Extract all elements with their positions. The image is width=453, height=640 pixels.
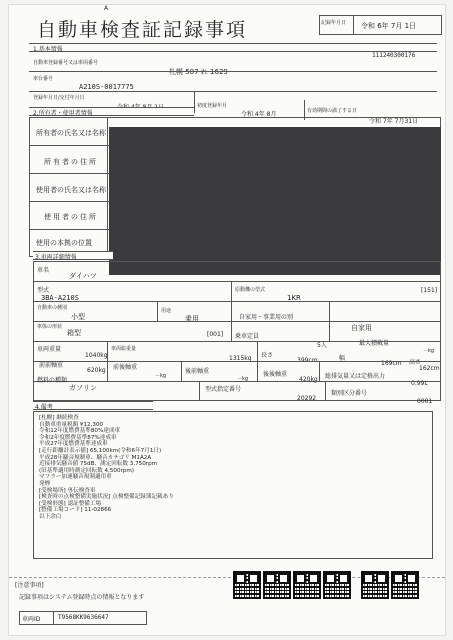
weight: 1040kg [85, 352, 108, 359]
engine: 1KR [287, 294, 301, 302]
use: 乗用 [185, 315, 199, 323]
displacement: 0.99L [411, 380, 428, 387]
fr: －kg [155, 373, 167, 379]
category-label: 類別区分番号 [331, 390, 368, 397]
max-load-label: 最大積載量 [359, 340, 390, 347]
model-label: 型式 [37, 287, 50, 294]
body-label: 車体の形状 [37, 324, 63, 330]
record-date: 令和 6年 7月 1日 [361, 22, 417, 30]
remark-line: [受検形態] 認証整備工場 [39, 500, 102, 507]
model: 3BA-A210S [41, 294, 79, 302]
remark-line: [受検場所] 専伝検査車 [39, 487, 96, 494]
engine-code: [151] [421, 287, 438, 294]
remark-line: [検査時の点検整備実施状況] 点検整備記録簿記載あり [39, 494, 174, 501]
width-label: 幅 [339, 355, 346, 362]
rf-label: 後前軸重 [185, 368, 210, 375]
length: 399cm [297, 357, 318, 364]
remark-line: 以下余白 [39, 513, 62, 520]
remark-line: [走行距離計表示値] 65,100km(令和6年7月1日) [39, 447, 162, 454]
remark-line: [札幌] 継続検査 [39, 415, 79, 421]
capacity-label: 乗車定員 [235, 333, 260, 340]
first-year: 令和 4年 8月 [241, 111, 277, 118]
remark-line: 令和2年度燃費基準87%達成車 [39, 434, 117, 441]
reg-number-label: 自動車登録番号又は車両番号 [33, 60, 99, 66]
inspection-record-sheet [8, 4, 446, 636]
vin-label: 車台番号 [33, 76, 54, 82]
qr-code-1 [233, 571, 261, 599]
section3-title: 3.車両詳細情報 [35, 254, 77, 261]
section2-title: 2.所有者・使用者情報 [33, 110, 93, 117]
use-label: 用途 [161, 308, 172, 314]
displacement-label: 総排気量又は定格出力 [325, 373, 386, 380]
rr-label: 後後軸重 [263, 371, 288, 378]
body: 箱型 [67, 329, 81, 337]
user-address-label: 使用者の住所 [44, 213, 98, 221]
length-label: 長さ [261, 352, 274, 359]
maker: ダイハツ [69, 272, 97, 280]
remark-line: マフラー加速騒音規制適用車 [39, 474, 112, 481]
type-no: 20292 [297, 395, 317, 402]
notes-title: [注意事項] [15, 582, 44, 589]
body-code: [001] [207, 331, 224, 338]
remark-line: 平成27年度燃費基準達成車 [39, 441, 108, 448]
type-no-label: 型式指定番号 [205, 386, 242, 393]
fuel: ガソリン [69, 384, 97, 392]
remark-line: [整備工場コード] 11-02866 [39, 507, 112, 514]
qr-code-6 [391, 571, 419, 599]
qr-code-5 [361, 571, 389, 599]
user-name-label: 使用者の氏名又は名称 [36, 186, 106, 194]
max-load: －kg [423, 348, 435, 354]
owner-address-label: 所有者の住所 [44, 158, 98, 166]
purpose-label: 自家用・事業用の別 [239, 314, 294, 321]
capacity: 5人 [317, 342, 327, 349]
kind: 小型 [71, 313, 85, 321]
reg-number: 札幌 507 れ 1629 [169, 68, 228, 76]
page-title: 自動車検査証記録事項 [37, 19, 248, 41]
remark-line: 平成28年騒音規制車、騒音カテゴリ M1A2A [39, 454, 152, 461]
qr-code-3 [293, 571, 321, 599]
first-reg-label: 登録年月日/交付年月日 [33, 95, 85, 101]
engine-label: 原動機の型式 [235, 287, 266, 293]
ff-label: 前前軸重 [39, 362, 64, 369]
kind-label: 自動車の種別 [37, 305, 68, 311]
qr-code-4 [323, 571, 351, 599]
purpose: 自家用 [351, 324, 372, 332]
base-location-label: 使用の本拠の位置 [36, 239, 92, 247]
ff: 620kg [87, 367, 106, 374]
height: 162cm [419, 365, 440, 372]
width: 169cm [381, 360, 402, 367]
remark-line: 近接排気騒音値 75dB、測定回転数 3,750rpm [39, 461, 158, 468]
gross-label: 車両総重量 [111, 346, 137, 352]
fuel-label: 燃料の種類 [37, 377, 68, 384]
car-id: T9568KK9636647 [58, 614, 109, 621]
rf: －kg [237, 376, 249, 382]
remarks-text [39, 415, 174, 521]
notes-text: 記録事項はシステム登録時点の情報となります [19, 594, 145, 601]
remark-line: (旧基準適用時測定回転数 4,500rpm) [39, 467, 134, 474]
qr-code-2 [263, 571, 291, 599]
rr: 420kg [299, 376, 318, 383]
redacted-personal-info [109, 127, 441, 275]
remark-line: 発煙 [39, 480, 51, 487]
section4-title: 4.備考 [35, 404, 53, 411]
vin: A210S-0017775 [79, 83, 134, 91]
record-date-label: 記録年月日 [321, 20, 347, 26]
category: 0001 [417, 398, 433, 405]
expiry-label: 有効期間の満了する日 [307, 108, 358, 114]
car-id-label: 車両ID [22, 616, 41, 623]
fr-label: 前後軸重 [113, 364, 138, 371]
first-year-label: 初度登録年月 [197, 103, 228, 109]
owner-name-label: 所有者の氏名又は名称 [36, 129, 106, 137]
weight-label: 車両重量 [37, 346, 62, 353]
height-label: 高さ [409, 359, 422, 366]
remark-line: 令和12年度燃費基準80%達成車 [39, 428, 121, 435]
gross: 1315kg [229, 355, 252, 362]
maker-label: 車名 [37, 267, 50, 274]
section1-title: 1.基本情報 [33, 46, 63, 53]
doc-number: 111240300176 [372, 52, 416, 59]
remark-line: 自動車重量税額 ¥12,300 [39, 421, 104, 428]
header-mark: A [104, 5, 109, 12]
expiry-date: 令和 7年 7月31日 [369, 118, 419, 125]
